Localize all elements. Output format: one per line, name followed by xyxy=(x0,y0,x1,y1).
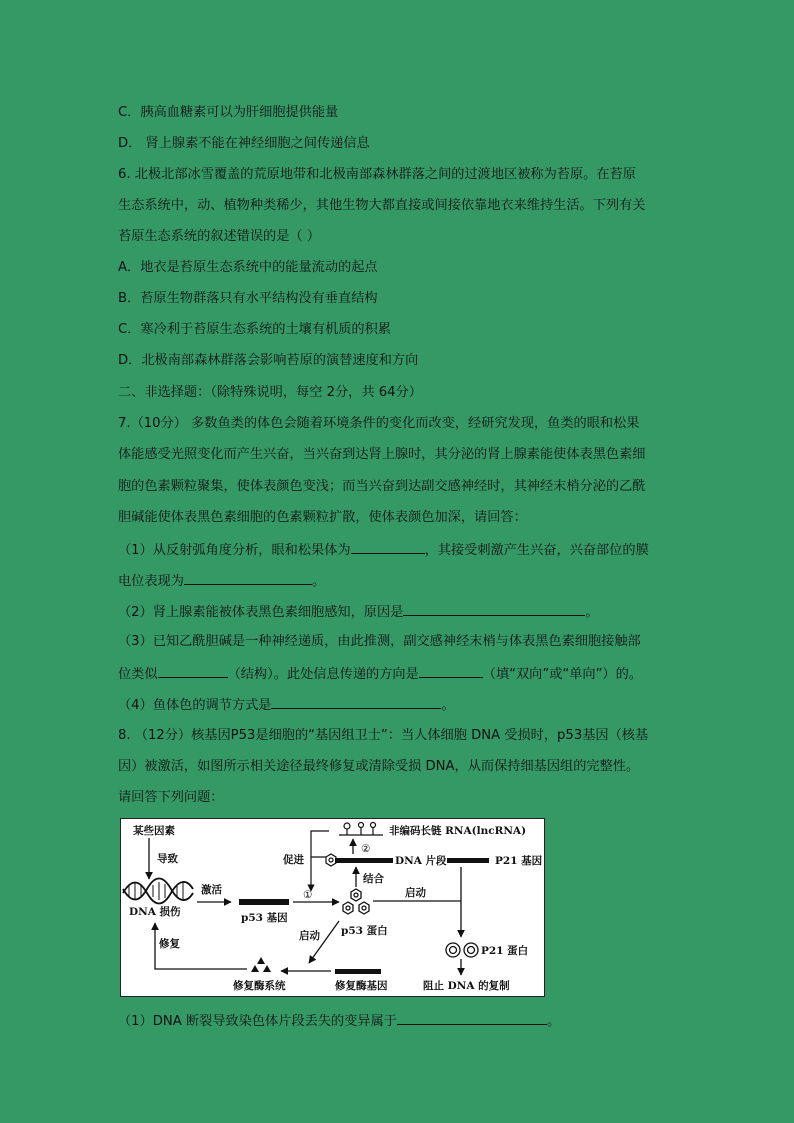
q6-option-c: C．寒冷利于苔原生态系统的土壤有机质的积累 xyxy=(118,322,391,337)
q7-stem-line-1: 7.（10分） 多数鱼类的体色会随着环境条件的变化而改变，经研究发现，鱼类的眼和松果 xyxy=(118,416,640,431)
answer-blank[interactable] xyxy=(351,540,425,554)
q7-sub1-text-b: ，其接受刺激产生兴奋，兴奋部位的膜 xyxy=(424,543,649,558)
q7-sub1-text-c: 电位表现为 xyxy=(118,574,184,589)
answer-blank[interactable] xyxy=(419,664,483,678)
arrow-start-repair xyxy=(309,921,339,963)
label-p53-gene: p53 基因 xyxy=(241,912,288,924)
dna-helix-icon xyxy=(123,879,193,904)
repair-enzyme-gene-bar xyxy=(335,969,381,974)
q8-subquestion-1 xyxy=(118,1011,560,1031)
label-cause: 导致 xyxy=(157,853,178,865)
label-lncrna: 非编码长链 RNA(lncRNA) xyxy=(389,825,527,837)
q8-sub1-text-b: 。 xyxy=(547,1014,561,1029)
q7-sub3-text-d: （填“双向”或“单向”）的。 xyxy=(482,667,642,682)
label-p53-protein: p53 蛋白 xyxy=(341,925,388,937)
answer-blank[interactable] xyxy=(158,664,228,678)
q6-option-d: D．北极南部森林群落会影响苔原的演替速度和方向 xyxy=(118,353,419,368)
label-p21-gene: P21 基因 xyxy=(495,855,543,867)
p21-gene-bar xyxy=(447,858,489,863)
q7-sub1-text-d: 。 xyxy=(311,574,326,589)
q7-stem-line-3: 胞的色素颗粒聚集，使体表颜色变浅；而当兴奋到达副交感神经时，其神经末梢分泌的乙酰 xyxy=(118,479,646,494)
promote-path xyxy=(311,831,329,857)
answer-blank[interactable] xyxy=(403,602,585,616)
lncrna-icon xyxy=(339,823,383,836)
label-p21-protein: P21 蛋白 xyxy=(481,945,529,957)
q8-stem-line-2: 因）被激活，如图所示相关途径最终修复或清除受损 DNA，从而保持细基因组的完整性。 xyxy=(118,759,640,774)
q7-sub3-text-b: 位类似 xyxy=(118,667,158,682)
p53-pathway-diagram xyxy=(120,818,545,997)
q7-subquestion-1-cont xyxy=(118,571,325,591)
dna-fragment-bar xyxy=(335,858,393,863)
q6-stem-line-1: 6. 北极北部冰雪覆盖的荒原地带和北极南部森林群落之间的过渡地区被称为苔原。在苔原 xyxy=(118,167,636,182)
label-some-factors: 某些因素 xyxy=(133,825,175,837)
q7-subquestion-3-cont xyxy=(118,664,642,684)
q7-sub1-text-a: （1）从反射弧角度分析，眼和松果体为 xyxy=(118,543,351,558)
answer-blank[interactable] xyxy=(397,1011,547,1025)
answer-blank[interactable] xyxy=(271,695,441,709)
p53-gene-bar xyxy=(239,899,289,905)
q7-sub2-text-b: 。 xyxy=(585,605,599,620)
q5-option-d: D． 肾上腺素不能在神经细胞之间传递信息 xyxy=(118,136,370,151)
label-start-1: 启动 xyxy=(405,887,426,899)
label-repair-enzyme-system: 修复酶系统 xyxy=(233,980,286,992)
label-bind: 结合 xyxy=(363,873,384,885)
q7-subquestion-1 xyxy=(118,540,649,560)
label-activate: 激活 xyxy=(201,884,222,896)
q6-stem-line-2: 生态系统中，动、植物种类稀少，其他生物大都直接或间接依靠地衣来维持生活。下列有关 xyxy=(118,198,646,213)
q7-subquestion-3: （3）已知乙酰胆碱是一种神经递质，由此推测，副交感神经末梢与体表黑色素细胞接触部 xyxy=(118,634,641,649)
q8-sub1-text-a: （1）DNA 断裂导致染色体片段丢失的变异属于 xyxy=(118,1014,397,1029)
q6-option-a: A．地衣是苔原生态系统中的能量流动的起点 xyxy=(118,260,378,275)
q7-subquestion-4 xyxy=(118,695,455,715)
label-repair-enzyme-gene: 修复酶基因 xyxy=(335,980,388,992)
q7-sub3-text-c: （结构）。此处信息传递的方向是 xyxy=(227,667,419,682)
p21-protein-icon xyxy=(446,943,478,957)
q7-sub2-text-a: （2）肾上腺素能被体表黑色素细胞感知，原因是 xyxy=(118,605,404,620)
label-repair: 修复 xyxy=(159,938,180,950)
q5-option-c: C．胰高血糖素可以为肝细胞提供能量 xyxy=(118,105,339,120)
q7-subquestion-2 xyxy=(118,602,599,622)
label-dna-fragment: DNA 片段 xyxy=(395,855,447,867)
q7-sub4-text-a: （4）鱼体色的调节方式是 xyxy=(118,698,272,713)
q6-stem-line-3: 苔原生态系统的叙述错误的是（ ） xyxy=(118,229,321,244)
q7-stem-line-2: 体能感受光照变化而产生兴奋，当兴奋到达肾上腺时，其分泌的肾上腺素能使体表黑色素细 xyxy=(118,447,646,462)
section-heading: 二、非选择题：（除特殊说明，每空 2分，共 64分） xyxy=(118,385,422,400)
repair-enzyme-icon xyxy=(251,957,271,972)
answer-blank[interactable] xyxy=(184,571,312,585)
bound-protein-icon xyxy=(326,854,336,866)
label-step-2: ② xyxy=(361,843,371,855)
label-dna-damage: DNA 损伤 xyxy=(129,906,181,918)
label-step-1: ① xyxy=(303,889,313,901)
p53-protein-icon xyxy=(343,889,369,914)
label-block-dna: 阻止 DNA 的复制 xyxy=(423,980,510,992)
q6-option-b: B．苔原生物群落只有水平结构没有垂直结构 xyxy=(118,291,378,306)
label-start-2: 启动 xyxy=(299,930,320,942)
label-promote: 促进 xyxy=(283,854,304,866)
q7-sub4-text-b: 。 xyxy=(441,698,455,713)
q7-stem-line-4: 胆碱能使体表黑色素细胞的色素颗粒扩散，使体表颜色加深，请回答： xyxy=(118,510,527,525)
q8-stem-line-1: 8. （12分）核基因P53是细胞的“基因组卫士”：当人体细胞 DNA 受损时，p53基因（核基 xyxy=(118,728,649,743)
q8-stem-line-3: 请回答下列问题： xyxy=(118,790,224,805)
